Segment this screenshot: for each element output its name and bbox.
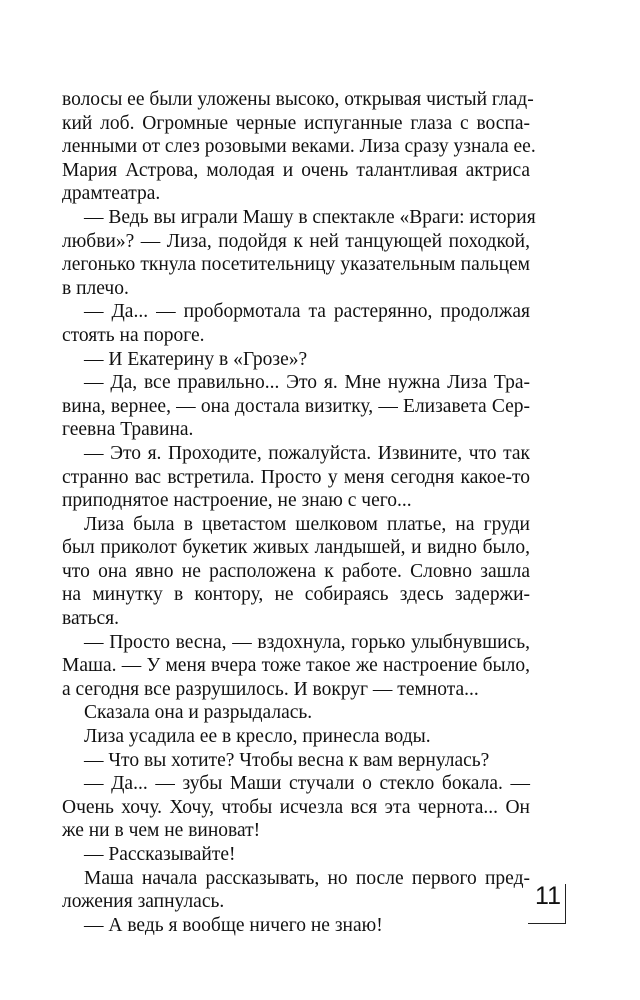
text-line: Сказала она и разрыдалась. <box>84 702 313 724</box>
text-line: ленными от слез розовыми веками. Лиза сразу узнала ее. <box>62 136 536 158</box>
text-line: легонько ткнула посетительницу указательным пальцем <box>62 254 530 276</box>
text-line: на минутку в контору, не собираясь здесь задержи- <box>62 584 530 606</box>
book-page-text <box>62 88 536 937</box>
text-line: ложения запнулась. <box>62 891 225 913</box>
text-line: — Да, все правильно... Это я. Мне нужна Лиза Тра- <box>84 372 530 394</box>
text-line: был приколот букетик живых ландышей, и видно было, <box>62 537 530 559</box>
text-line: Мария Астрова, молодая и очень талантливая актриса <box>62 159 530 181</box>
text-line: кий лоб. Огромные черные испуганные глаза с воспа- <box>62 112 530 134</box>
text-line: — Что вы хотите? Чтобы весна к вам вернулась? <box>84 749 490 771</box>
text-line: — А ведь я вообще ничего не знаю! <box>84 914 383 936</box>
text-line: — И Екатерину в «Грозе»? <box>84 348 308 370</box>
text-line: Маша. — У меня вчера тоже такое же настроение было, <box>62 655 530 677</box>
text-line: — Да... — пробормотала та растерянно, продолжая <box>84 301 530 323</box>
page-number-label: 11 <box>535 882 561 910</box>
text-line: вина, вернее, — она достала визитку, — Елизавета Сер- <box>62 395 530 417</box>
text-line: — Ведь вы играли Машу в спектакле «Враги: история <box>84 206 536 228</box>
text-line: любви»? — Лиза, подойдя к ней танцующей походкой, <box>62 230 530 252</box>
text-line: Лиза была в цветастом шелковом платье, на груди <box>84 513 530 535</box>
text-line: драмтеатра. <box>62 183 161 205</box>
text-line: что она явно не расположена к работе. Словно зашла <box>62 560 530 582</box>
text-line: Маша начала рассказывать, но после первого пред- <box>84 867 530 889</box>
text-line: — Да... — зубы Маши стучали о стекло бокала. — <box>84 773 530 795</box>
text-line: в плечо. <box>62 277 129 299</box>
text-line: приподнятое настроение, не знаю с чего... <box>62 490 412 512</box>
text-line: — Рассказывайте! <box>84 844 236 865</box>
text-line: — Просто весна, — вздохнула, горько улыбнувшись, <box>84 631 530 653</box>
text-line: Очень хочу. Хочу, чтобы исчезла вся эта чернота... Он <box>62 796 530 818</box>
text-line: же ни в чем не виноват! <box>62 820 261 842</box>
text-line: Лиза усадила ее в кресло, принесла воды. <box>84 726 431 748</box>
text-line: а сегодня все разрушилось. И вокруг — темнота... <box>62 678 479 700</box>
text-line: ваться. <box>62 608 120 630</box>
text-line: стоять на пороге. <box>62 324 205 346</box>
text-line: — Это я. Проходите, пожалуйста. Извините, что так <box>84 442 530 464</box>
text-line: странно вас встретила. Просто у меня сегодня какое-то <box>62 466 530 488</box>
text-line: волосы ее были уложены высоко, открывая чистый глад- <box>62 89 534 110</box>
page-number <box>528 884 566 924</box>
text-line: геевна Травина. <box>62 419 194 441</box>
